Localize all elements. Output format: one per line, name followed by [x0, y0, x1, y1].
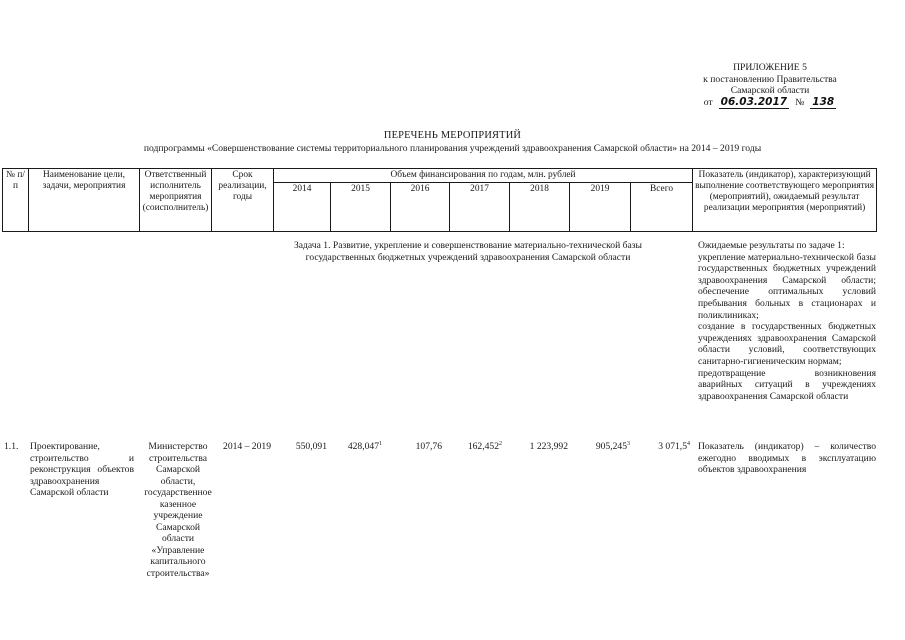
- appendix-date-line: [690, 97, 850, 110]
- measures-table-header: [2, 168, 877, 232]
- header-year: 2014: [274, 183, 331, 232]
- row-1-1-indicator: Показатель (индикатор) – количество ежегодно вводимых в эксплуатацию объектов здравоохранения: [698, 441, 876, 475]
- task-1-results-p3: предотвращение возникновения аварийных ситуаций в учреждениях здравоохранения Самарской области: [698, 367, 876, 402]
- task-1-results-p2: создание в государственных бюджетных учреждениях здравоохранения Самарской области условий, соответствующих санитарно-гигиеническим нормам;: [698, 321, 876, 367]
- task-1-text: Задача 1. Развитие, укрепление и совершенствование материально-технической базы государственных бюджетных учреждений здравоохранения Самарской области: [293, 240, 642, 263]
- row-1-1-executor: Министерство строительства Самарской области, государственное казенное учреждение Самарской области «Управление капитального строительства»: [144, 441, 212, 579]
- appendix-block: [690, 62, 850, 109]
- number-value: 138: [812, 95, 835, 108]
- task-1-results: [698, 240, 876, 402]
- header-year: 2018: [510, 183, 570, 232]
- task-1-results-title: Ожидаемые результаты по задаче 1:: [698, 240, 845, 251]
- task-1-results-p1: укрепление материально-технической базы государственных бюджетных учреждений здравоохранения Самарской области; обеспечение оптимальных условий пребывания больных в стационарах и поликлиниках;: [698, 251, 876, 321]
- date-value: 06.03.2017: [720, 95, 788, 108]
- header-num: № п/п: [3, 169, 29, 232]
- row-1-1-name: Проектирование, строительство и реконструкция объектов здравоохранения Самарской области: [30, 441, 134, 498]
- date-prefix: от: [703, 96, 713, 108]
- row-1-1-term: 2014 – 2019: [223, 441, 271, 452]
- header-year-total: Всего: [631, 183, 693, 232]
- row-1-1-num: 1.1.: [4, 441, 19, 452]
- header-name: Наименование цели, задачи, мероприятия: [29, 169, 140, 232]
- header-year: 2016: [391, 183, 450, 232]
- row-1-1-value-2019: 905,245$^3$: [595, 440, 630, 452]
- number-prefix: №: [795, 96, 805, 108]
- header-funding: Объем финансирования по годам, млн. рублей: [274, 169, 693, 183]
- header-year: 2015: [331, 183, 391, 232]
- header-year: 2019: [570, 183, 631, 232]
- header-term: Срок реализации, годы: [212, 169, 274, 232]
- row-1-1-value-2015: 428,047$^1$: [347, 440, 382, 452]
- row-1-1-value-2014: 550,091: [295, 441, 327, 452]
- page-title: ПЕРЕЧЕНЬ МЕРОПРИЯТИЙ: [383, 130, 522, 141]
- header-executor: Ответственный исполнитель мероприятия (соисполнитель): [140, 169, 212, 232]
- row-1-1-value-2016: 107,76: [415, 441, 442, 452]
- row-1-1-value-2017: 162,452$^2$: [467, 440, 502, 452]
- header-year: 2017: [450, 183, 510, 232]
- page-subtitle: подпрограммы «Совершенствование системы территориального планирования учреждений здравоохранения Самарской области» на 2014 – 2019 годы: [143, 143, 762, 154]
- row-1-1-value-2018: 1 223,992: [529, 441, 568, 452]
- appendix-line3: Самарской области: [730, 85, 810, 96]
- row-1-1-value-total: 3 071,5$^4$: [658, 440, 690, 452]
- appendix-line2: к постановлению Правительства: [703, 73, 837, 85]
- appendix-line1: ПРИЛОЖЕНИЕ 5: [733, 62, 807, 73]
- header-indicator: Показатель (индикатор), характеризующий выполнение соответствующего мероприятия (мероприятий), ожидаемый результат реализации мероприятия (мероприятий): [693, 169, 877, 232]
